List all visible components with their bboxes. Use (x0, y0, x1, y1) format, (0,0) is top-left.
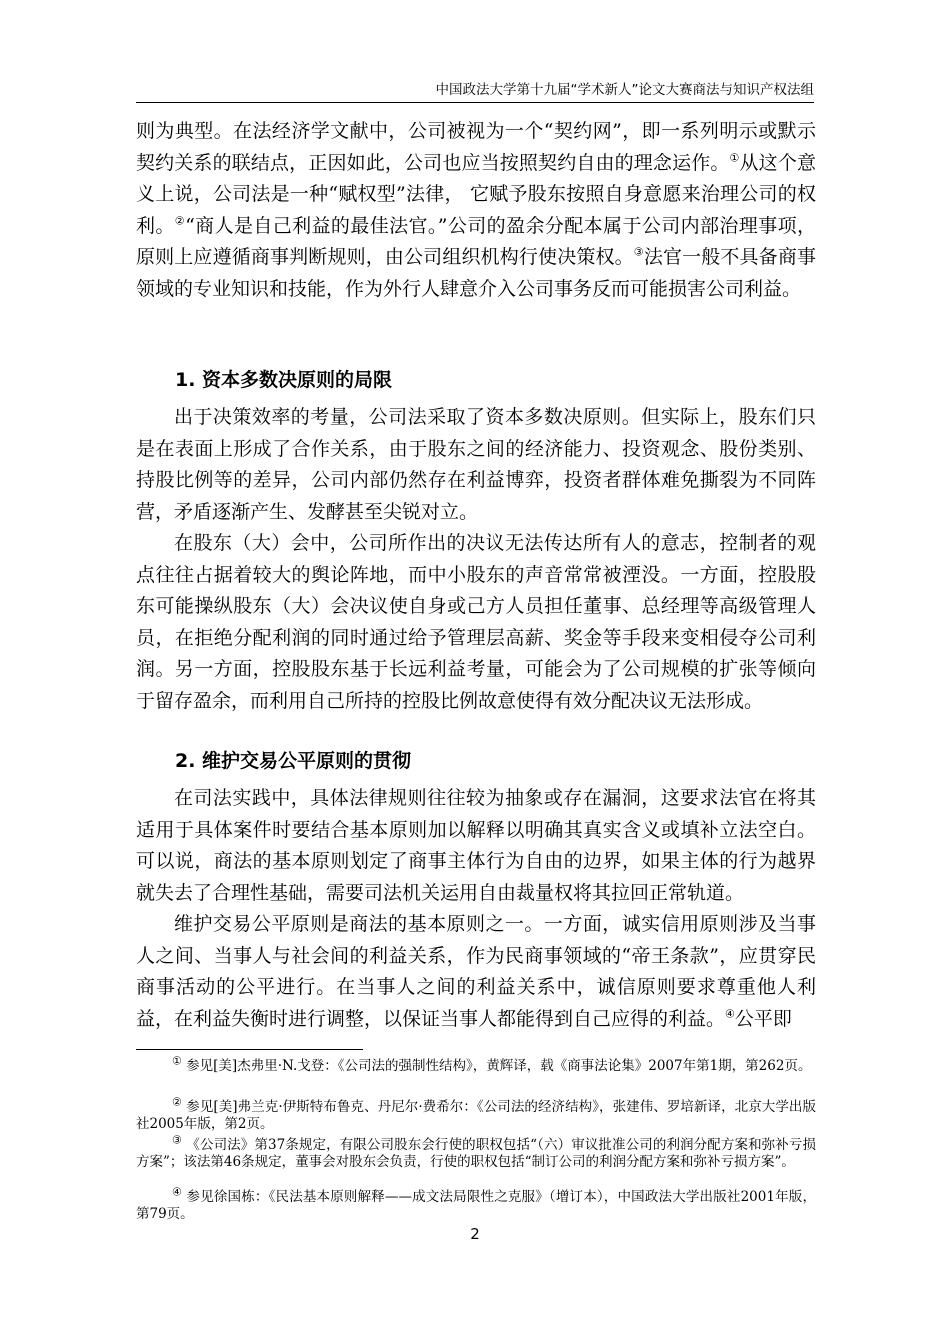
footnote-ref-4[interactable]: ④ (725, 1007, 735, 1021)
body-paragraph-2: 出于决策效率的考量，公司法采取了资本多数决原则。但实际上，股东们只是在表面上形成了合作关系，由于股东之间的经济能力、投资观念、股份类别、持股比例等的差异，公司内部仍然存在利益博弈，投资者群体难免撕裂为不同阵营，矛盾逐渐产生、发酵甚至尖锐对立。 (136, 406, 816, 523)
footnote-separator (136, 1049, 363, 1050)
section-heading-2: 2. 维护交易公平原则的贯彻 (175, 750, 412, 772)
footnote-2 (136, 1095, 816, 1133)
footnote-mark: ④ (172, 1185, 183, 1199)
body-paragraph-5 (136, 909, 816, 1035)
footnote-text: 参见[美]杰弗里·N.戈登：《公司法的强制性结构》，黄辉译，载《商事法论集》2007年第1期，第262页。 (181, 1058, 812, 1074)
footnote-1 (136, 1054, 816, 1075)
footnote-3 (136, 1133, 816, 1171)
footnote-mark: ① (172, 1054, 182, 1068)
body-paragraph-3: 在股东（大）会中，公司所作出的决议无法传达所有人的意志，控制者的观点往往占据着较大的舆论阵地，而中小股东的声音常常被湮没。一方面，控股股东可能操纵股东（大）会决议使自身或己方人员担任董事、总经理等高级管理人员，在拒绝分配利润的同时通过给予管理层高薪、奖金等手段来变相侵夺公司利润。另一方面，控股股东基于长远利益考量，可能会为了公司规模的扩张等倾向于留存盈余，而利用自己所持的控股比例故意使得有效分配决议无法形成。 (136, 532, 816, 712)
footnote-mark: ② (172, 1095, 182, 1109)
paragraph-text: “商人是自己利益的最佳法官。”公司的盈余分配本属于公司内部治理事项，原则上应遵循商事判断规则，由公司组织机构行使决策权。 (136, 214, 816, 268)
footnote-mark: ③ (172, 1133, 182, 1147)
running-header: 中国政法大学第十九届“学术新人”论文大赛商法与知识产权法组 (136, 78, 814, 103)
paragraph-text: 法官一般不具备商事领域的专业知识和技能，作为外行人肆意介入公司事务反而可能损害公司利益。 (136, 246, 816, 300)
page-number: 2 (470, 1225, 480, 1243)
footnote-ref-1[interactable]: ① (729, 151, 740, 165)
footnote-text: 参见徐国栋：《民法基本原则解释——成文法局限性之克服》（增订本），中国政法大学出版社2001年版，第79页。 (136, 1189, 816, 1222)
paragraph-text: 则为典型。在法经济学文献中，公司被视为一个“契约网”，即一系列明示或默示契约关系的联结点，正因如此，公司也应当按照契约自由的理念运作。 (136, 120, 816, 174)
paragraph-text: 公平即 (734, 1007, 792, 1030)
body-paragraph-1 (136, 116, 816, 305)
footnote-text: 《公司法》第37条规定，有限公司股东会行使的职权包括“（六）审议批准公司的利润分配方案和弥补亏损方案”；该法第46条规定，董事会对股东会负责，行使的职权包括“制订公司的利润分配方案和弥补亏损方案”。 (136, 1137, 816, 1170)
section-heading-1: 1. 资本多数决原则的局限 (175, 369, 393, 391)
paragraph-text: 维护交易公平原则是商法的基本原则之一。一方面，诚实信用原则涉及当事人之间、当事人与社会间的利益关系，作为民商事领域的“帝王条款”，应贯穿民商事活动的公平进行。在当事人之间的利益关系中，诚信原则要求尊重他人利益，在利益失衡时进行调整，以保证当事人都能得到自己应得的利益。 (136, 913, 816, 1030)
footnote-ref-2[interactable]: ② (174, 214, 186, 228)
paragraph-text: 从这个意义上说，公司法是一种“赋权型”法律， 它赋予股东按照自身意愿来治理公司的权利。 (136, 151, 816, 237)
footnote-text: 参见[美]弗兰克·伊斯特布鲁克、丹尼尔·费希尔：《公司法的经济结构》，张建伟、罗培新译，北京大学出版社2005年版，第2页。 (136, 1099, 816, 1132)
footnote-4 (136, 1185, 816, 1223)
body-paragraph-4: 在司法实践中，具体法律规则往往较为抽象或存在漏洞，这要求法官在将其适用于具体案件时要结合基本原则加以解释以明确其真实含义或填补立法空白。可以说，商法的基本原则划定了商事主体行为自由的边界，如果主体的行为越界就失去了合理性基础，需要司法机关运用自由裁量权将其拉回正常轨道。 (136, 787, 816, 904)
footnote-ref-3[interactable]: ③ (633, 245, 644, 259)
